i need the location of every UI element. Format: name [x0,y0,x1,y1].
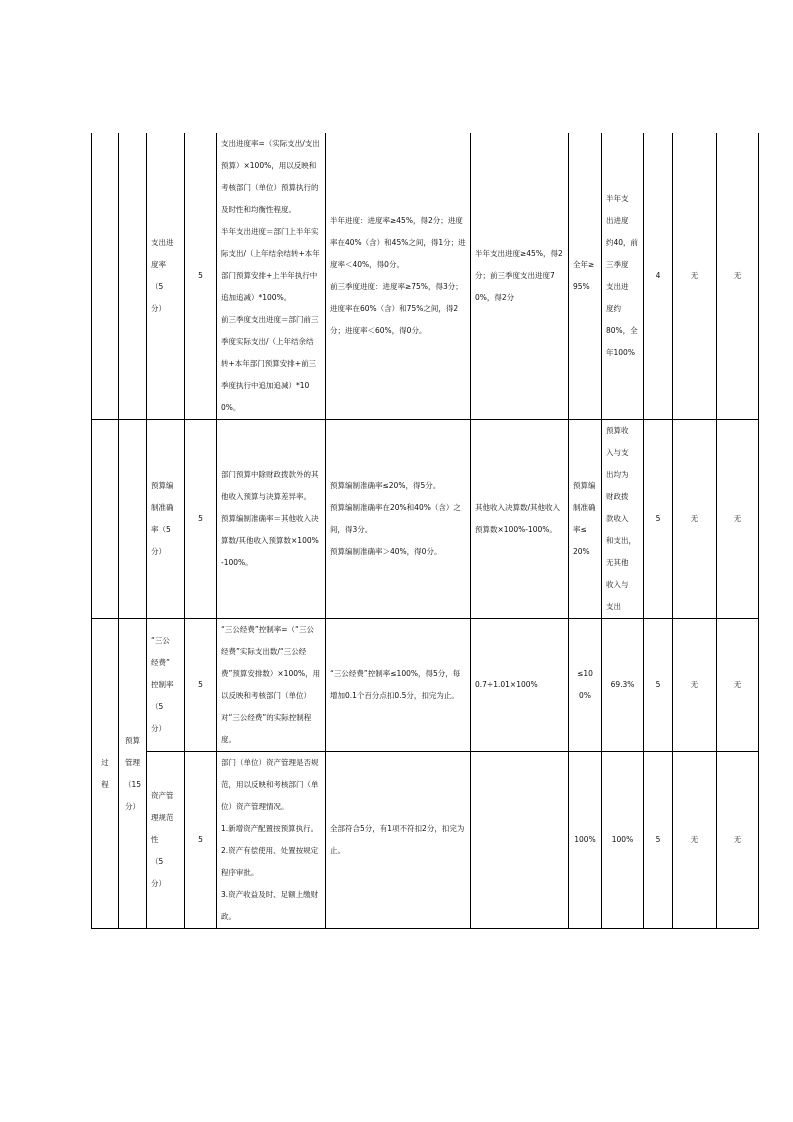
definition-cell: 部门（单位）资产管理是否规范，用以反映和考核部门（单位）资产管理情况。 1.新增资产配置按预算执行。 2.资产有偿使用、处置按规定程序审批。 3.资产收益及时、足额上缴财政。 [217,752,326,929]
table-row [92,752,759,929]
actual-cell: 69.3% [602,619,644,752]
formula-cell: 0.7÷1.01×100% [471,619,569,752]
actual-cell: 半年支 出进度 约40，前 三季度 支出进 度约 80%，全 年100% [602,133,644,420]
criteria-cell: 预算编制准确率≤20%，得5分。 预算编制准确率在20%和40%（含）之间，得3分。 预算编制准确率＞40%，得0分。 [326,420,471,619]
target-cell: 预算编 制准确 率≤ 20% [569,420,602,619]
formula-cell: 半年支出进度≥45%，得2分；前三季度支出进度70%，得2分 [471,133,569,420]
indicator-cell: 支出进 度率 （5 分） [147,133,185,420]
phase-cell-blank [92,133,119,420]
category-cell-blank [119,133,147,420]
weight-cell: 5 [185,133,217,420]
definition-cell: 支出进度率=（实际支出/支出预算）×100%，用以反映和考核部门（单位）预算执行的及时性和均衡性程度。 半年支出进度＝部门上半年实际支出/（上年结余结转+本年部门预算安排+上半年执行中追加追减）*100%。 前三季度支出进度＝部门前三季度实际支出/（上年结余结转+本年部门预算安排+前三季度执行中追加追减）*100%。 [217,133,326,420]
evaluation-table [91,133,759,929]
remarks-cell: 无 [717,752,759,929]
criteria-cell: “三公经费”控制率≤100%，得5分，每增加0.1个百分点扣0.5分，扣完为止。 [326,619,471,752]
score-cell: 4 [644,133,673,420]
table-row [92,133,759,420]
target-cell: ≤100% [569,619,602,752]
phase-label-cell: 过 程 [92,619,119,929]
definition-cell: 部门预算中除财政拨款外的其他收入预算与决算差异率。 预算编制准确率＝其他收入决算数/其他收入预算数×100%-100%。 [217,420,326,619]
deduction-reason-cell: 无 [673,619,717,752]
indicator-cell: 预算编 制准确 率（5 分） [147,420,185,619]
definition-cell: “三公经费”控制率=（“三公经费”实际支出数/“三公经费”预算安排数）×100%，用以反映和考核部门（单位）对“三公经费”的实际控制程度。 [217,619,326,752]
criteria-cell: 全部符合5分，有1项不符扣2分，扣完为止。 [326,752,471,929]
actual-cell: 100% [602,752,644,929]
target-cell: 全年≥ 95% [569,133,602,420]
formula-cell [471,752,569,929]
weight-cell: 5 [185,619,217,752]
deduction-reason-cell: 无 [673,420,717,619]
remarks-cell: 无 [717,619,759,752]
score-cell: 5 [644,752,673,929]
budget-management-cell: 预算 管理 （15 分） [119,619,147,929]
phase-cell-blank [92,420,119,619]
score-cell: 5 [644,619,673,752]
indicator-cell: 资产管 理规范 性 （5 分） [147,752,185,929]
indicator-cell: “三公 经费” 控制率 （5 分） [147,619,185,752]
weight-cell: 5 [185,420,217,619]
table-row [92,420,759,619]
deduction-reason-cell: 无 [673,752,717,929]
formula-cell: 其他收入决算数/其他收入预算数×100%-100%。 [471,420,569,619]
table-row [92,619,759,752]
deduction-reason-cell: 无 [673,133,717,420]
category-cell-blank [119,420,147,619]
target-cell: 100% [569,752,602,929]
actual-cell: 预算收 入与支 出均为 财政拨 款收入 和支出， 无其他 收入与 支出 [602,420,644,619]
criteria-cell: 半年进度：进度率≥45%，得2分；进度率在40%（含）和45%之间，得1分；进度率＜40%，得0分。 前三季度进度：进度率≥75%，得3分；进度率在60%（含）和75%之间，得2分；进度率＜60%，得0分。 [326,133,471,420]
weight-cell: 5 [185,752,217,929]
score-cell: 5 [644,420,673,619]
remarks-cell: 无 [717,420,759,619]
remarks-cell: 无 [717,133,759,420]
